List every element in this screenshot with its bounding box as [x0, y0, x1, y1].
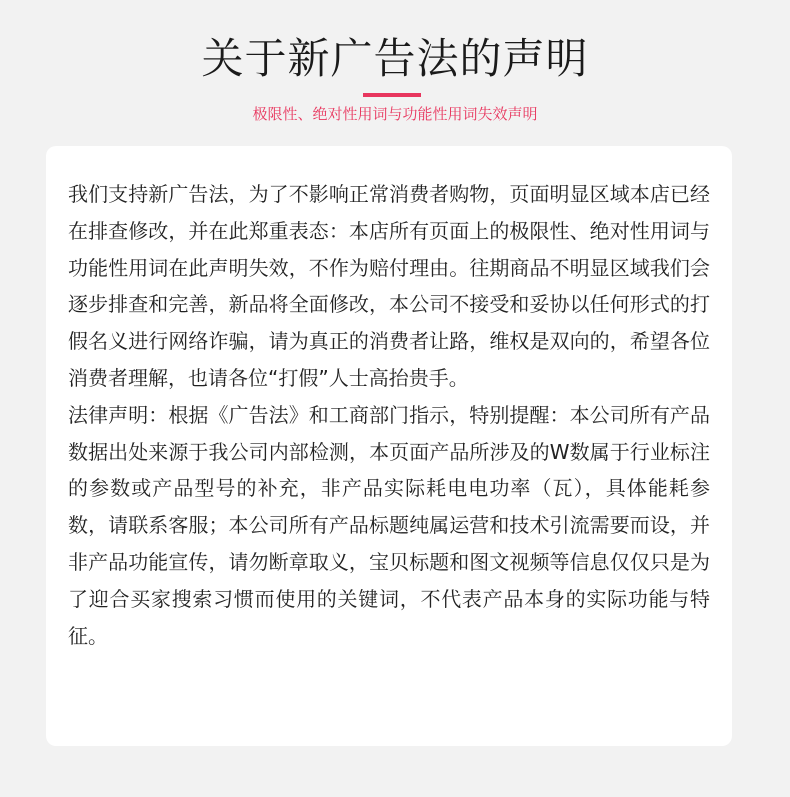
page-subtitle: 极限性、绝对性用词与功能性用词失效声明 [252, 105, 538, 123]
page-title: 关于新广告法的声明 [201, 34, 589, 83]
statement-paragraph-1: 我们支持新广告法，为了不影响正常消费者购物，页面明显区域本店已经在排查修改，并在此郑重表态：本店所有页面上的极限性、绝对性用词与功能性用词在此声明失效，不作为赔付理由。往期商品不明显区域我们会逐步排查和完善，新品将全面修改，本公司不接受和妥协以任何形式的打假名义进行网络诈骗，请为真正的消费者让路，维权是双向的，希望各位消费者理解，也请各位“打假”人士高抬贵手。 [68, 182, 710, 390]
statement-paragraph-2: 法律声明：根据《广告法》和工商部门指示，特别提醒：本公司所有产品数据出处来源于我公司内部检测，本页面产品所涉及的W数属于行业标注的参数或产品型号的补充，非产品实际耗电电功率（瓦），具体能耗参数，请联系客服；本公司所有产品标题纯属运营和技术引流需要而设，并非产品功能宣传，请勿断章取义，宝贝标题和图文视频等信息仅仅只是为了迎合买家搜索习惯而使用的关键词，不代表产品本身的实际功能与特征。 [68, 402, 710, 648]
statement-card [46, 146, 732, 746]
title-underline [363, 93, 421, 97]
